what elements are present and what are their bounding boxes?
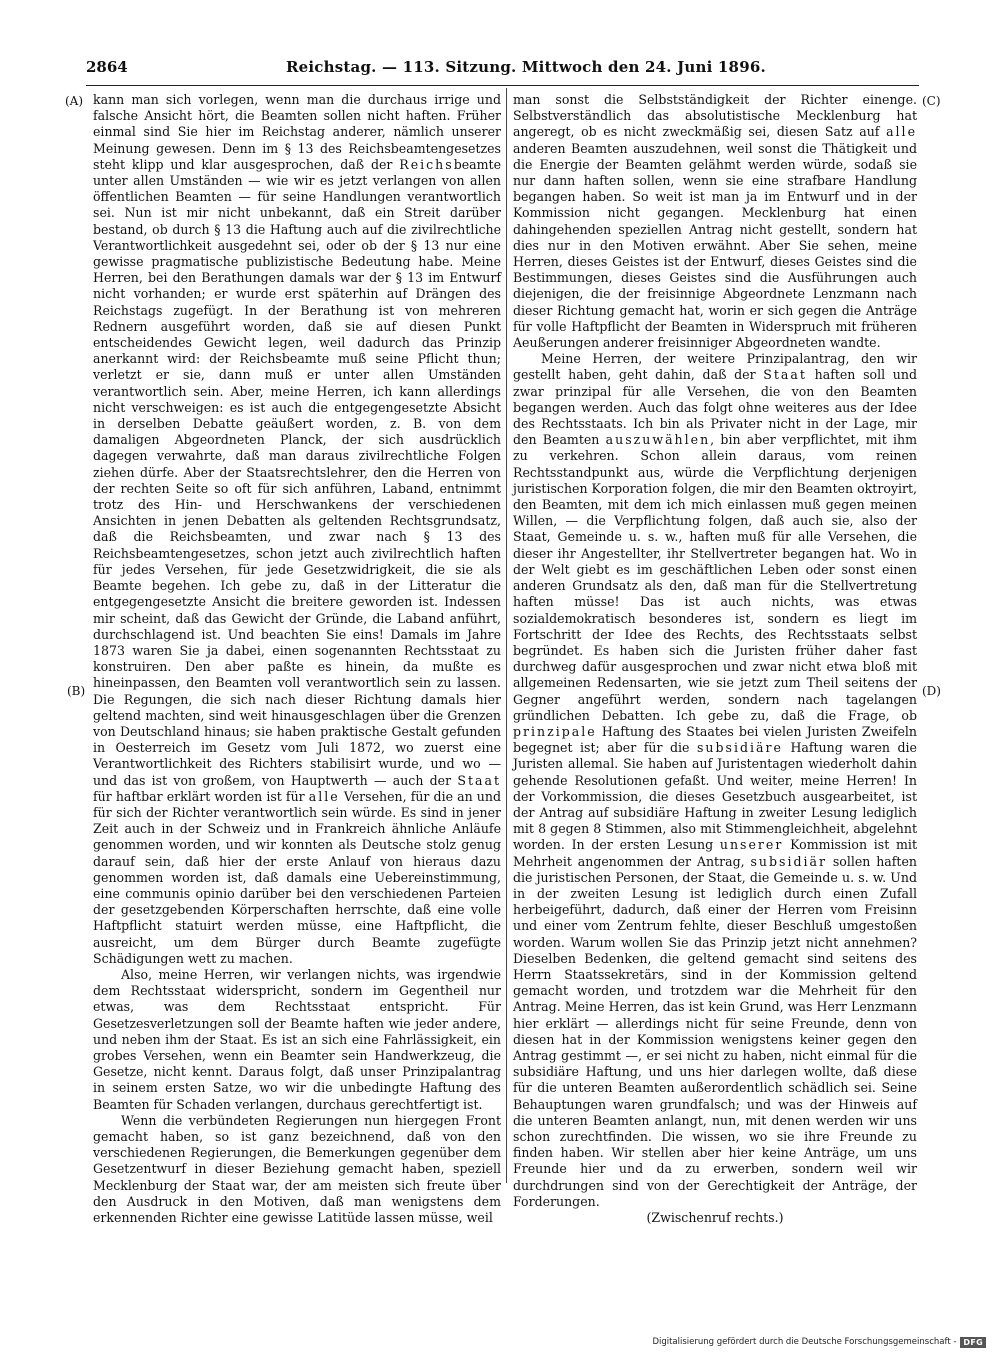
column-divider <box>506 88 507 1183</box>
emphasis-run: Staat <box>457 772 501 788</box>
text-run: für haftbar erklärt worden ist für <box>93 788 309 804</box>
digitization-credit <box>652 1337 986 1348</box>
left-paragraph-1 <box>93 92 501 967</box>
text-run: anderen Beamten auszudehnen, weil sonst die Thätigkeit und die Energie der Beamten gelähmt werden würde, sodaß sie nur dann haften sollen, wenn sie eine strafbare Handlung begangen haben. So weit ist man ja im Entwurf und in der Kommission nicht gegangen. Mecklenburg hat einen dahingehenden speziellen Antrag nicht gestellt, sondern hat dies nur in den Motiven erwähnt. Aber Sie sehen, meine Herren, dieses Geistes ist der Entwurf, dieses Geistes sind die Bestimmungen, dieses Geistes sind die Ausführungen auch diejenigen, die der freisinnige Abgeordnete Lenzmann nach dieser Richtung gemacht hat, worin er sich gegen die Anträge für volle Haftpflicht der Beamten in Widerspruch mit früheren Aeußerungen anderer freisinniger Abgeordneten wandte. <box>513 140 917 351</box>
emphasis-run: alle <box>886 124 917 140</box>
text-run: man sonst die Selbstständigkeit der Richter einenge. Selbstverständlich das absolutistische Mecklenburg hat angeregt, ob es nicht zweckmäßig sei, diesen Satz auf <box>513 92 917 140</box>
margin-letter-d: (D) <box>922 684 941 698</box>
text-run: Kommission ist mit Mehrheit angenommen der Antrag, <box>513 837 917 869</box>
emphasis-run: unserer <box>719 837 784 853</box>
emphasis-run: auszuwählen <box>605 432 711 448</box>
emphasis-run: subsidiäre <box>696 740 783 756</box>
emphasis-run: Staat <box>763 367 807 383</box>
right-paragraph-2 <box>513 351 917 1210</box>
left-column <box>93 92 501 1226</box>
right-column <box>513 92 917 1226</box>
emphasis-run: Reichs <box>399 156 454 172</box>
dfg-logo: DFG <box>960 1337 986 1348</box>
interjection: (Zwischenruf rechts.) <box>646 1210 784 1226</box>
left-paragraph-3: Wenn die verbündeten Regierungen nun hiergegen Front gemacht haben, so ist ganz bezeichnend, daß von den verschiedenen Regierungen, die Bemerkungen gegenüber dem Gesetzentwurf in dieser Beziehung gemacht haben, speziell Mecklenburg der Staat war, der am meisten sich freute über den Ausdruck in den Motiven, daß man wenigstens dem erkennenden Richter eine gewisse Latitüde lassen müsse, weil <box>93 1112 501 1226</box>
emphasis-run: alle <box>308 788 340 804</box>
margin-letter-a: (A) <box>65 94 84 108</box>
right-paragraph-1 <box>513 92 917 351</box>
margin-letter-b: (B) <box>67 684 86 698</box>
text-run: Meine Herren, der weitere Prinzipalantrag, den wir gestellt haben, geht dahin, daß der <box>513 351 917 383</box>
text-run: haften soll und zwar prinzipal für alle Versehen, die von den Beamten begangen werden. Auch das folgt ohne weiteres aus der Idee des Rechtsstaats. Ich bin als Privater nicht in der Lage, mir den Beamten <box>513 367 917 448</box>
running-title: Reichstag. — 113. Sitzung. Mittwoch den 24. Juni 1896. <box>286 58 766 76</box>
text-run: sollen haften die juristischen Personen, der Staat, die Gemeinde u. s. w. Und in der zweiten Lesung ist lediglich durch einen Zufall herbeigeführt, dadurch, daß einer der Herren vom Freisinn und einer vom Zentrum fehlte, dieser Beschluß umgestoßen worden. Warum wollen Sie das Prinzip jetzt nicht annehmen? Dieselben Bedenken, die geltend gemacht sind seitens des Herrn Staatssekretärs, sind in der Kommission geltend gemacht worden, und trotzdem war die Mehrheit für den Antrag. Meine Herren, das ist kein Grund, was Herr Lenzmann hier erklärt — allerdings nicht für seine Freunde, denn von diesen hat in der Kommission wenigstens keiner gegen den Antrag gestimmt —, er sei nicht zu haben, nicht einmal für die subsidiäre Haftung, und uns hier darlegen wollte, daß diese für die unteren Beamten außerordentlich schädlich sei. Seine Behauptungen waren grundfalsch; und was der Hinweis auf die unteren Beamten anlangt, nun, mit denen werden wir uns schon zurechtfinden. Die wissen, wo sie ihre Freunde zu finden haben. Wir stellen aber hier keine Anträge, um uns Freunde hier und da zu erwerben, sondern weil wir durchdrungen sind von der Gerechtigkeit der Anträge, der Forderungen. <box>513 853 917 1209</box>
header-rule <box>86 85 919 86</box>
text-run: Haftung des Staates bei vielen Juristen Zweifeln begegnet ist; aber für die <box>513 723 917 756</box>
left-paragraph-2: Also, meine Herren, wir verlangen nichts, was irgendwie dem Rechtsstaat widerspricht, sondern im Gegentheil nur etwas, was dem Rechtsstaat entspricht. Für Gesetzesverletzungen soll der Beamte haften wie jeder andere, und neben ihm der Staat. Es ist an sich eine Fahrlässigkeit, ein grobes Versehen, wenn ein Beamter sein Handwerkzeug, die Gesetze, nicht kennt. Daraus folgt, daß unser Prinzipalantrag in seinem ersten Satze, wo wir die unbedingte Haftung des Beamten für Schaden verlangen, durchaus gerechtfertigt ist. <box>93 966 501 1112</box>
text-run: , bin aber verpflichtet, mit ihm zu verkehren. Schon allein daraus, vom reinen Rechtsstandpunkt aus, würde die Verpflichtung derjenigen juristischen Korporation folgen, die mir den Beamten oktroyirt, den Beamten, mit dem ich mich einlassen muß gegen meinen Willen, — die Verpflichtung folgen, daß auch sie, also der Staat, Gemeinde u. s. w., haften muß für alle Versehen, die dieser ihr Angestellter, ihr Stellvertreter begangen hat. Wo in der Welt giebt es im geschäftlichen Leben oder sonst einen anderen Grundsatz als den, daß man für die Stellvertretung haften müsse! Das ist auch nichts, was etwas sozialdemokratisch besonderes ist, sondern es liegt im Fortschritt der Idee des Rechts, des Rechtsstaats selbst begründet. Es haben sich die Juristen früher daher fast durchweg dafür ausgesprochen und zwar nicht etwa bloß mit allgemeinen Redensarten, wie sie jetzt zum Theil seitens der Gegner angeführt werden, sondern nach tagelangen gründlichen Debatten. Ich gebe zu, daß die Frage, ob <box>513 432 917 723</box>
text-run: kann man sich vorlegen, wenn man die durchaus irrige und falsche Ansicht hört, die Beamten sollen nicht haften. Früher einmal sind Sie hier im Reichstag anderer, nämlich unserer Meinung gewesen. Denn im § 13 des Reichsbeamtengesetzes steht klipp und klar ausgesprochen, daß der <box>93 92 501 172</box>
margin-letter-c: (C) <box>922 94 941 108</box>
credit-text: Digitalisierung gefördert durch die Deutsche Forschungsgemeinschaft - <box>652 1337 957 1347</box>
page-number: 2864 <box>86 58 128 76</box>
text-run: Versehen, für die an und für sich der Richter verantwortlich sein würde. Es sind in jener Zeit auch in der Schweiz und in Frankreich ähnliche Anläufe genommen worden, und wir konnten als Deutsche stolz genug darauf sein, daß hier der erste Anlauf von hieraus dazu genommen worden ist, daß damals eine Uebereinstimmung, eine communis opinio darüber bei den verschiedenen Parteien der gesetzgebenden Körperschaften herrschte, daß eine volle Haftpflicht statuirt werden müsse, eine Haftpflicht, die ausreicht, um dem Bürger durch Beamte zugefügte Schädigungen wett zu machen. <box>93 788 501 966</box>
page-header <box>86 56 916 78</box>
text-run: beamte unter allen Umständen — wie wir es jetzt verlangen von allen öffentlichen Beamten — für seine Handlungen verantwortlich sei. Nun ist mir nicht unbekannt, daß ein Streit darüber bestand, ob durch § 13 die Haftung auch auf die zivilrechtliche Verantwortlichkeit ausgedehnt sei, oder ob der § 13 nur eine gewisse pragmatische publizistische Bedeutung habe. Meine Herren, bei den Berathungen damals war der § 13 im Entwurf nicht vorhanden; er wurde erst späterhin auf Drängen des Reichstags zugefügt. In der Berathung ist von mehreren Rednern ausgeführt worden, daß sie auf diesen Punkt entscheidendes Gewicht legen, weil dadurch das Prinzip anerkannt wird: der Reichsbeamte muß seine Pflicht thun; verletzt er sie, dann muß er unter allen Umständen verantwortlich sein. Aber, meine Herren, ich kann allerdings nicht verschweigen: es ist auch die entgegengesetzte Absicht in derselben Debatte geäußert worden, z. B. von dem damaligen Abgeordneten Planck, der sich ausdrücklich dagegen verwahrte, daß man daraus zivilrechtliche Folgen ziehen dürfe. Aber der Staatsrechtslehrer, den die Herren von der rechten Seite so oft für sich anführen, Laband, entnimmt trotz des Hin- und Herschwankens der verschiedenen Ansichten in jenen Debatten als geltenden Rechtsgrundsatz, daß die Reichsbeamten, und zwar nach § 13 des Reichsbeamtengesetzes, schon jetzt auch zivilrechtlich haften für jedes Versehen, für jede Gesetzwidrigkeit, die sie als Beamte begehen. Ich gebe zu, daß in der Litteratur die entgegengesetzte Ansicht die breitere geworden ist. Indessen mir scheint, daß das Gewicht der Gründe, die Laband anführt, durchschlagend ist. Und beachten Sie eins! Damals im Jahre 1873 waren Sie ja dabei, einen sogenannten Rechtsstaat zu konstruiren. Den aber paßte es hinein, da mußte es hineinpassen, den Beamten voll verantwortlich sein zu lassen. Die Regungen, die sich nach dieser Richtung damals hier geltend machten, sind weit hinausgeschlagen über die Grenzen von Deutschland hinaus; sie haben praktische Gestalt gefunden in Oesterreich im Gesetz vom Juli 1872, wo zuerst eine Verantwortlichkeit des Richters stabilisirt wurde, und wo — und das ist von großem, von Hauptwerth — auch der <box>93 156 501 788</box>
text-run: Haftung waren die Juristen allemal. Sie haben auf Juristentagen wiederholt dahin gehende Resolutionen gefaßt. Und weiter, meine Herren! In der Vorkommission, die dieses Gesetzbuch ausgearbeitet, ist der Antrag auf subsidiäre Haftung in zweiter Lesung lediglich mit 8 gegen 8 Stimmen, also mit Stimmengleichheit, abgelehnt worden. In der ersten Lesung <box>513 740 917 853</box>
emphasis-run: subsidiär <box>750 853 827 869</box>
emphasis-run: prinzipale <box>513 723 597 739</box>
